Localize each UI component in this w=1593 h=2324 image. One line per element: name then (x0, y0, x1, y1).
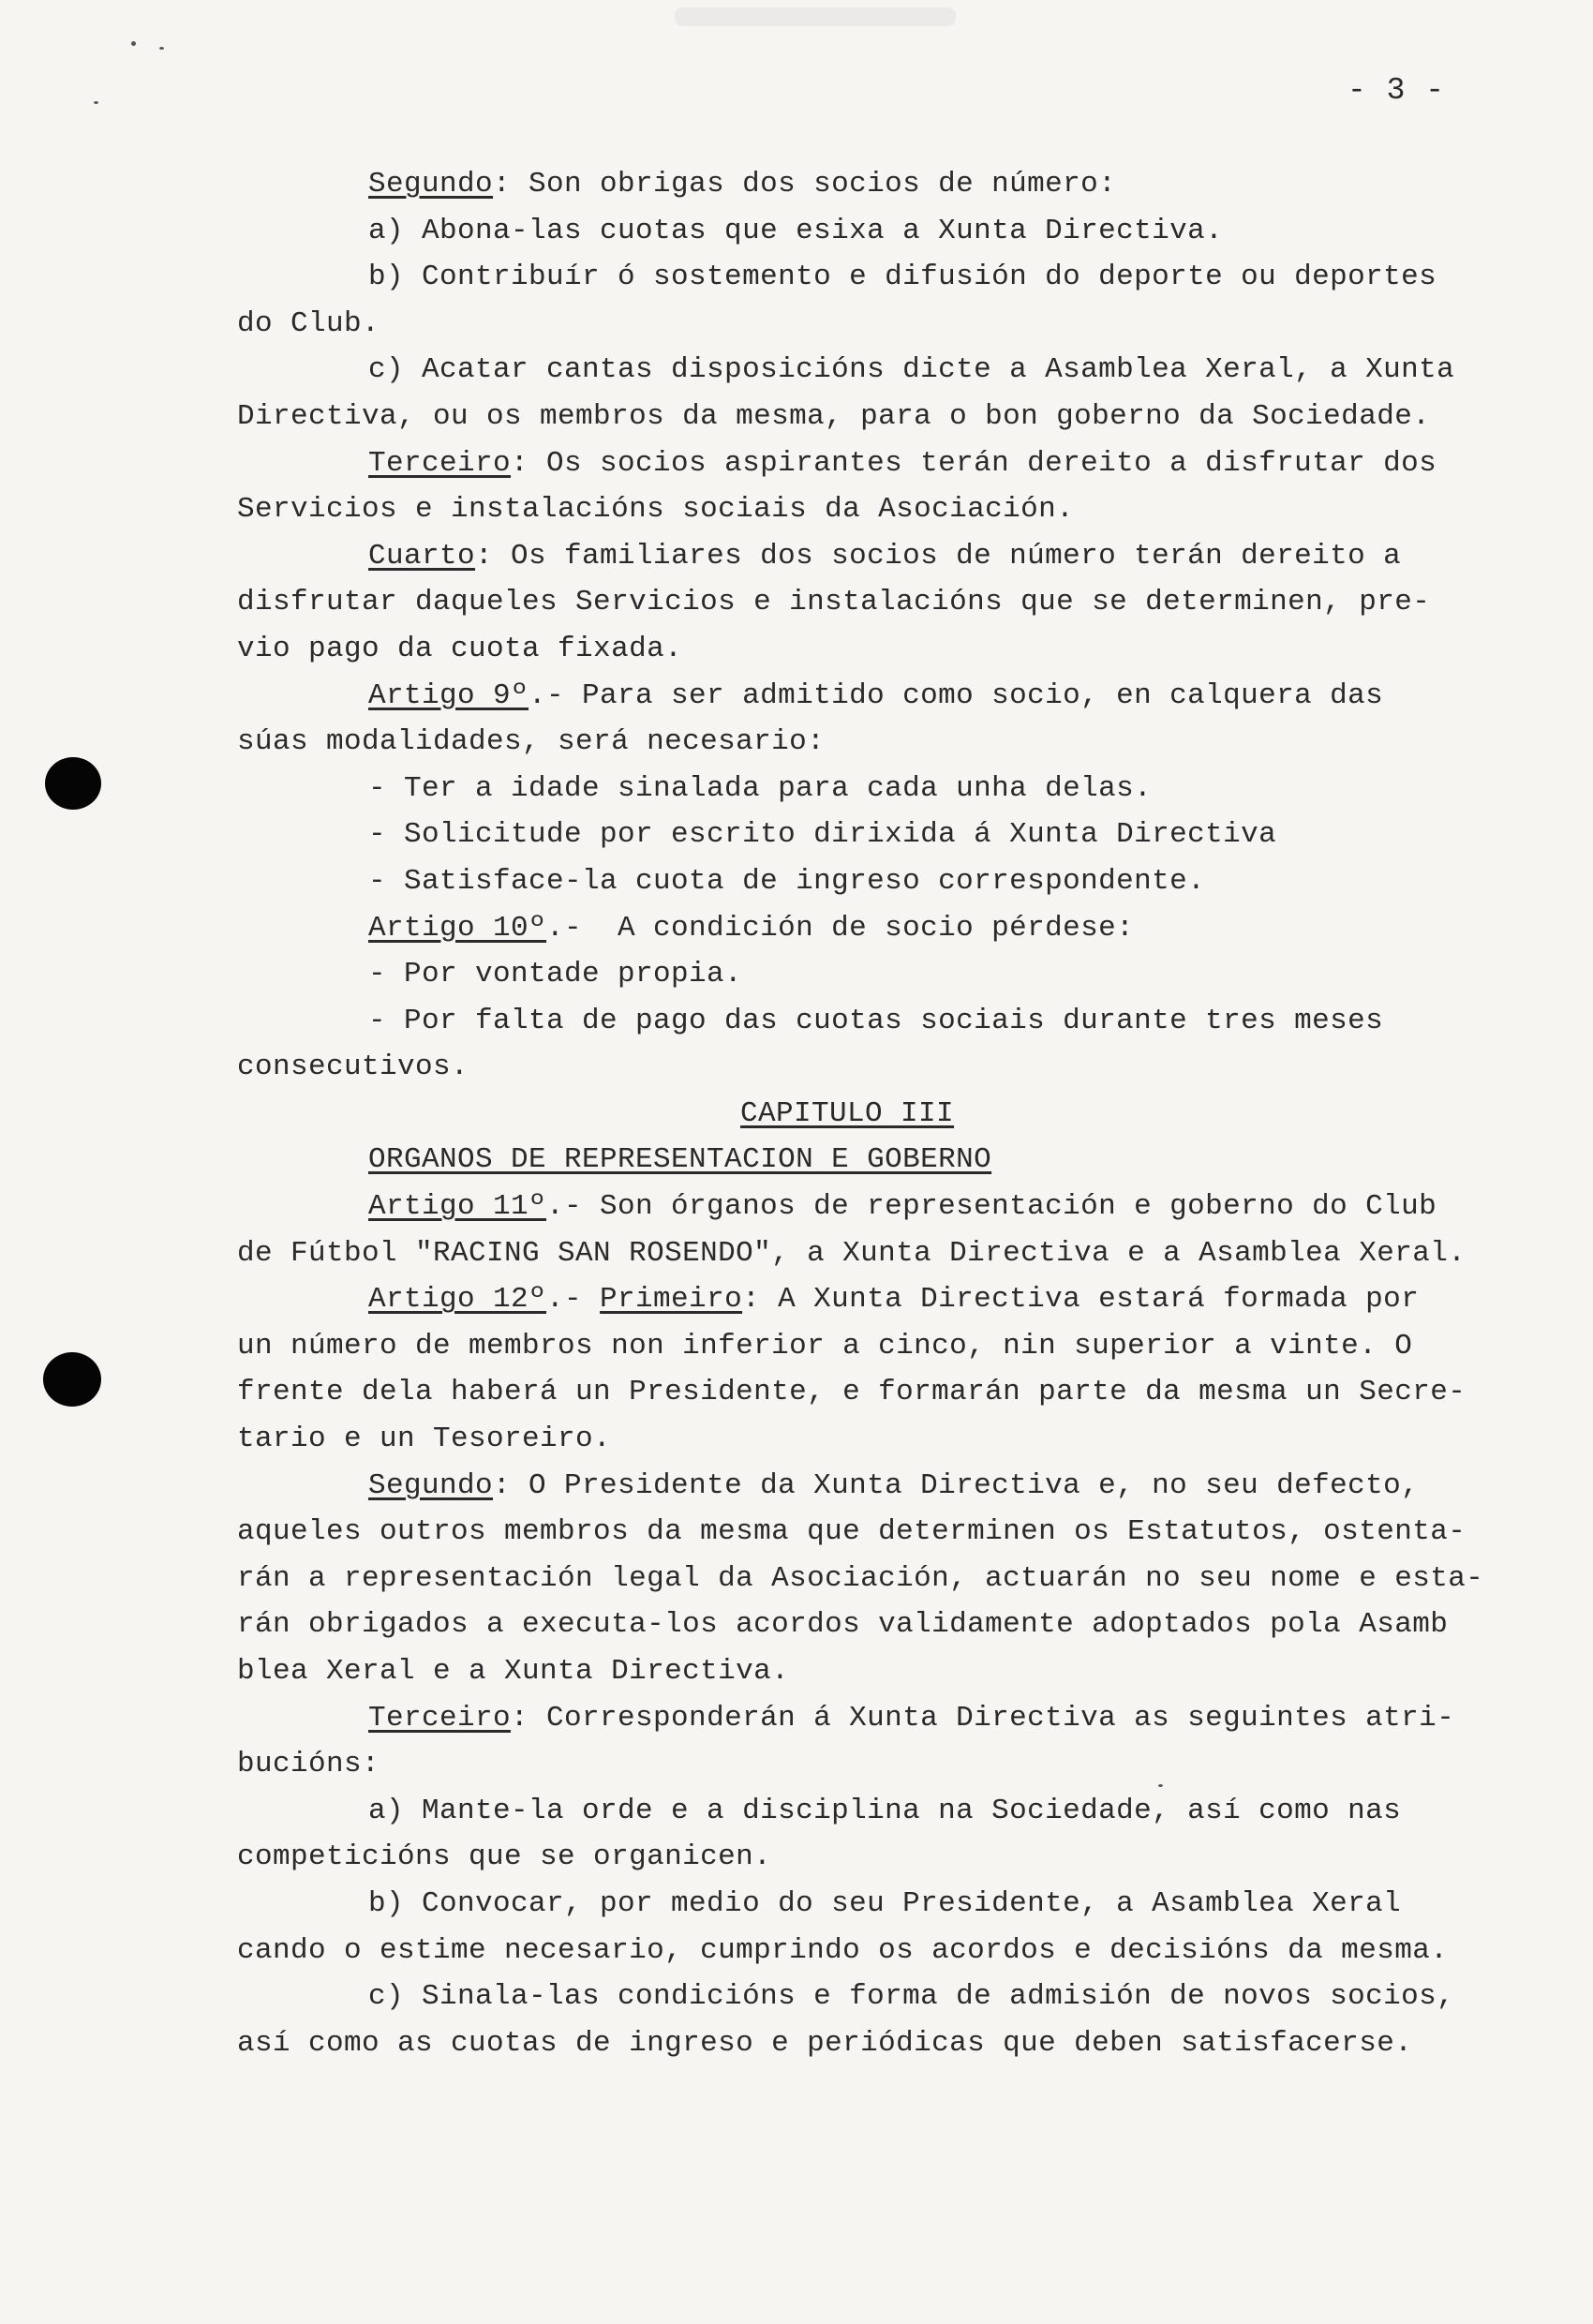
speck (94, 101, 98, 104)
text-run: a) Abona-las cuotas que esixa a Xunta Directiva. (368, 214, 1224, 247)
underlined-heading: Segundo (368, 168, 494, 201)
text-run: - Satisface-la cuota de ingreso correspondente. (368, 864, 1206, 898)
text-run: : O Presidente da Xunta Directiva e, no seu defecto, (493, 1468, 1420, 1502)
text-line (237, 1834, 1549, 1881)
text-line (237, 394, 1549, 440)
text-run: : Son obrigas dos socios de número: (493, 168, 1117, 201)
underlined-heading: Artigo 9º (368, 678, 529, 712)
text-run: disfrutar daqueles Servicios e instalacións que se determinen, pre- (237, 586, 1431, 619)
text-run: : Os familiares dos socios de número terán dereito a (475, 539, 1402, 573)
text-run: - Por vontade propia. (368, 958, 743, 991)
text-line (237, 1648, 1549, 1695)
underlined-heading: CAPITULO III (740, 1096, 955, 1130)
text-line (237, 1137, 1549, 1184)
text-line (237, 161, 1549, 208)
text-line (237, 1276, 1549, 1323)
text-run: - Ter a idade sinalada para cada unha delas. (368, 771, 1153, 805)
text-run: aqueles outros membros da mesma que determinen os Estatutos, ostenta- (237, 1515, 1466, 1549)
text-run: do Club. (237, 306, 380, 340)
text-line (237, 1601, 1549, 1648)
speck (131, 41, 136, 46)
speck (159, 47, 164, 50)
text-line (237, 254, 1549, 301)
text-run: c) Sinala-las condicións e forma de admisión de novos socios, (368, 1980, 1455, 2014)
text-run: - Por falta de pago das cuotas sociais durante tres meses (368, 1004, 1384, 1037)
text-line (237, 1369, 1549, 1416)
text-line (237, 812, 1549, 858)
text-run: blea Xeral e a Xunta Directiva. (237, 1655, 790, 1688)
underlined-heading: Primeiro (600, 1283, 743, 1317)
text-run: Servicios e instalacións sociais da Asociación. (237, 493, 1075, 527)
underlined-heading: Artigo 10º (368, 911, 547, 945)
text-run: - Solicitude por escrito dirixida á Xunta Directiva (368, 818, 1277, 852)
text-line (237, 951, 1549, 998)
text-line (237, 347, 1549, 394)
text-line (237, 1509, 1549, 1556)
text-run: un número de membros non inferior a cinco, nin superior a vinte. O (237, 1329, 1413, 1363)
text-line (237, 905, 1549, 952)
punch-hole-bottom (43, 1352, 101, 1407)
text-line (237, 1881, 1549, 1928)
text-run: competicións que se organicen. (237, 1840, 772, 1874)
text-line (237, 301, 1549, 348)
text-run: : Corresponderán á Xunta Directiva as seguintes atri- (511, 1701, 1455, 1735)
text-run: .- A condición de socio pérdese: (546, 911, 1135, 945)
underlined-heading: Cuarto (368, 539, 476, 573)
text-run: súas modalidades, será necesario: (237, 725, 826, 759)
text-line (237, 1788, 1549, 1835)
show-through-mark (675, 7, 956, 26)
document-body (237, 161, 1549, 2066)
underlined-heading: Artigo 12º (368, 1283, 547, 1317)
text-line (237, 2020, 1549, 2067)
text-line (237, 1741, 1549, 1788)
text-run: vio pago da cuota fixada. (237, 632, 683, 665)
text-line (237, 673, 1549, 720)
text-run: .- (546, 1283, 601, 1317)
underlined-heading: Artigo 11º (368, 1190, 547, 1224)
text-line (237, 998, 1549, 1045)
text-run: .- Para ser admitido como socio, en calquera das (529, 678, 1384, 712)
text-line (237, 1463, 1549, 1510)
text-run: frente dela haberá un Presidente, e formarán parte da mesma un Secre- (237, 1376, 1466, 1409)
text-run: b) Convocar, por medio do seu Presidente, a Asamblea Xeral (368, 1886, 1402, 1920)
text-line (237, 1928, 1549, 1974)
text-run: a) Mante-la orde e a disciplina na Sociedade, así como nas (368, 1794, 1402, 1827)
text-line (237, 533, 1549, 580)
text-line (237, 1230, 1549, 1277)
text-run: b) Contribuír ó sostemento e difusión do deporte ou deportes (368, 261, 1437, 294)
text-line (237, 1044, 1549, 1091)
underlined-heading: ORGANOS DE REPRESENTACION E GOBERNO (368, 1143, 992, 1177)
page-number: - 3 - (1347, 73, 1446, 108)
underlined-heading: Segundo (368, 1468, 494, 1502)
text-run: bucións: (237, 1748, 380, 1781)
text-run: consecutivos. (237, 1050, 469, 1084)
text-run: : A Xunta Directiva estará formada por (742, 1283, 1420, 1317)
text-line (237, 1323, 1549, 1370)
text-line (237, 719, 1549, 766)
text-line (237, 1556, 1549, 1602)
text-line (237, 579, 1549, 626)
text-run: Directiva, ou os membros da mesma, para o bon goberno da Sociedade. (237, 399, 1431, 433)
text-run: rán a representación legal da Asociación, actuarán no seu nome e esta- (237, 1561, 1484, 1595)
text-run: cando o estime necesario, cumprindo os acordos e decisións da mesma. (237, 1933, 1449, 1967)
underlined-heading: Terceiro (368, 1701, 512, 1735)
text-line (237, 1416, 1549, 1463)
text-run: así como as cuotas de ingreso e periódicas que deben satisfacerse. (237, 2026, 1413, 2060)
text-run: tario e un Tesoreiro. (237, 1423, 612, 1456)
text-line (237, 1974, 1549, 2020)
text-run: .- Son órganos de representación e goberno do Club (546, 1190, 1437, 1224)
text-line (237, 486, 1549, 533)
text-run: rán obrigados a executa-los acordos validamente adoptados pola Asamb (237, 1608, 1449, 1642)
underlined-heading: Terceiro (368, 446, 512, 480)
text-run: de Fútbol "RACING SAN ROSENDO", a Xunta Directiva e a Asamblea Xeral. (237, 1236, 1466, 1270)
text-line (237, 440, 1549, 487)
punch-hole-top (45, 757, 101, 810)
text-line (237, 1091, 1549, 1138)
text-line (237, 766, 1549, 812)
text-line (237, 1184, 1549, 1230)
text-run: c) Acatar cantas disposicións dicte a Asamblea Xeral, a Xunta (368, 353, 1455, 387)
text-line (237, 1695, 1549, 1742)
text-line (237, 626, 1549, 673)
text-run: : Os socios aspirantes terán dereito a disfrutar dos (511, 446, 1437, 480)
text-line (237, 208, 1549, 255)
text-line (237, 858, 1549, 905)
